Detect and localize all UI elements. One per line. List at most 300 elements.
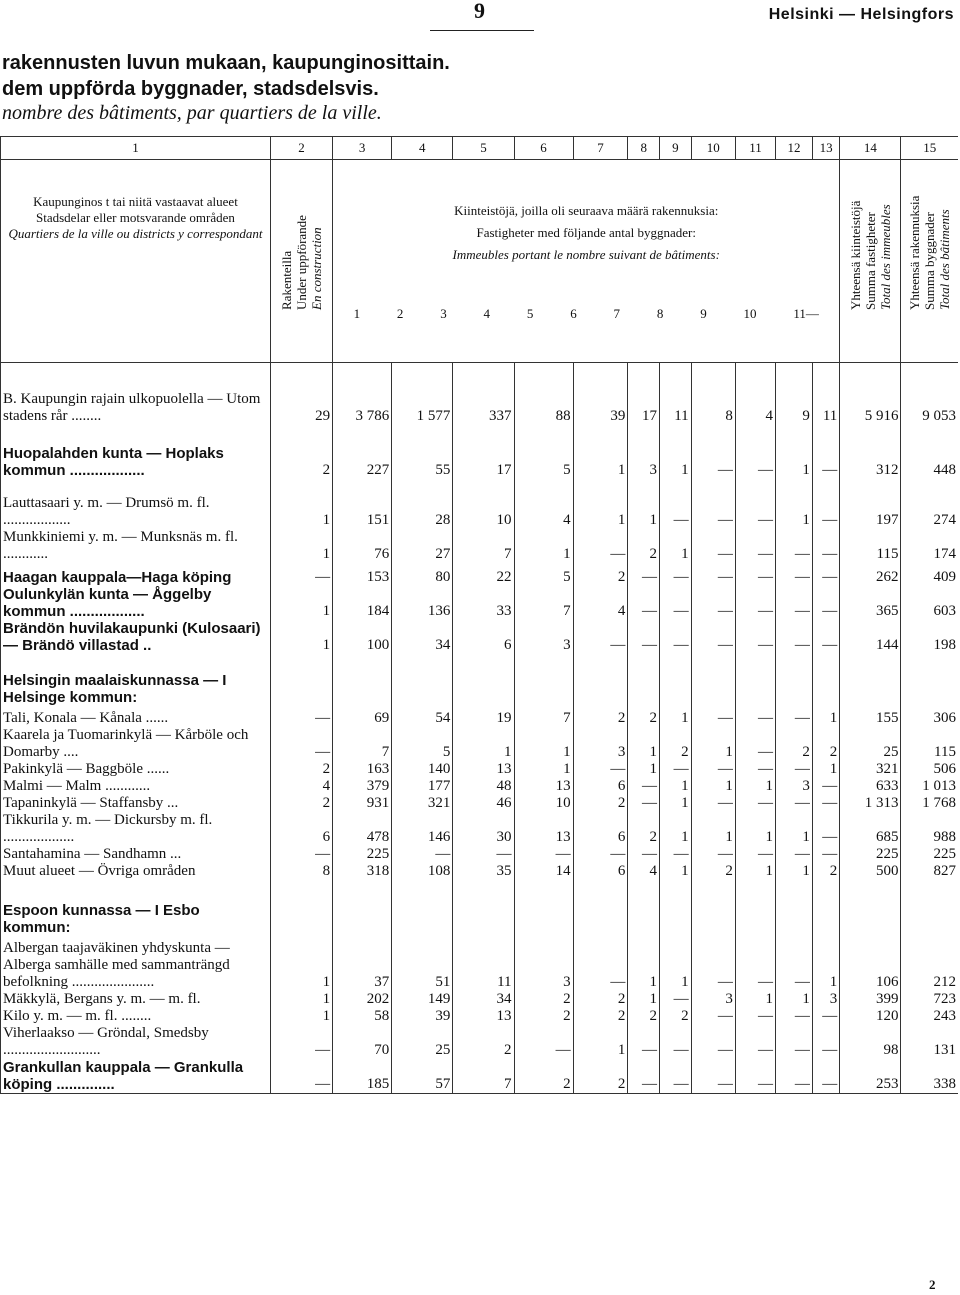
cell-value: 478 [333,812,392,846]
cell-value: 131 [901,1025,958,1059]
cell-value: 2 [514,1008,573,1025]
table-row [1,812,959,846]
cell-value: 448 [901,425,958,479]
cell-value: 827 [901,863,958,880]
cell-value: — [573,529,628,563]
cell-value: — [775,936,812,991]
place-heading: Helsinki — Helsingfors [768,6,954,23]
cell-value: — [691,425,735,479]
cell-value: 2 [660,1008,692,1025]
cell-value: — [735,529,775,563]
cell-value: 10 [453,479,514,529]
title-french: nombre des bâtiments, par quartiers de la ville. [2,102,382,124]
cell-value: 1 [735,863,775,880]
cell-value: — [660,479,692,529]
cell-value: 1 [775,863,812,880]
cell-value: 337 [453,363,514,426]
cell-value [573,654,628,706]
cell-value: 409 [901,563,958,586]
cell-value: 225 [333,846,392,863]
cell-value: — [812,1025,839,1059]
header-rule [430,30,534,31]
cell-value: — [660,991,692,1008]
area-column-header: Kaupunginos t tai niitä vastaavat alueet Stadsdelar eller motsvarande områden Quartiers de la ville ou districts y correspondant [1,160,271,363]
cell-value: 13 [453,761,514,778]
cell-value: — [812,529,839,563]
cell-value: 262 [840,563,901,586]
row-label: Tapaninkylä — Staffansby ... [1,795,271,812]
cell-value: 70 [333,1025,392,1059]
cell-value: 1 [735,812,775,846]
cell-value: 3 [514,936,573,991]
cell-value: 151 [333,479,392,529]
cell-value: 306 [901,706,958,727]
cell-value: 1 [270,936,332,991]
cell-value: 338 [901,1059,958,1094]
cell-value: — [660,1059,692,1094]
cell-value: 4 [270,778,332,795]
cell-value [453,654,514,706]
cell-value: 25 [392,1025,453,1059]
cell-value: 1 [573,425,628,479]
table-row [1,425,959,479]
cell-value: — [628,1059,660,1094]
cell-value: 69 [333,706,392,727]
cell-value: — [775,1059,812,1094]
title-swedish: dem uppförda byggnader, stadsdelsvis. [2,78,379,100]
cell-value: — [735,761,775,778]
cell-value: 19 [453,706,514,727]
cell-value: — [691,846,735,863]
cell-value: 3 [691,991,735,1008]
cell-value: — [270,706,332,727]
cell-value: 1 [812,761,839,778]
table-row [1,479,959,529]
cell-value: 365 [840,586,901,620]
cell-value: 6 [453,620,514,654]
title-finnish: rakennusten luvun mukaan, kaupunginosittain. [2,52,450,74]
cell-value: — [691,586,735,620]
cell-value: 1 [270,479,332,529]
cell-value: 2 [573,795,628,812]
cell-value: 27 [392,529,453,563]
cell-value: 17 [453,425,514,479]
cell-value: — [812,778,839,795]
table-row [1,529,959,563]
cell-value: 39 [573,363,628,426]
cell-value: — [628,620,660,654]
cell-value: 184 [333,586,392,620]
cell-value: 1 [628,991,660,1008]
column-number-row: 1 2 3 4 5 6 7 8 9 10 11 12 13 14 15 [1,137,959,160]
cell-value: 8 [691,363,735,426]
cell-value: 3 [573,727,628,761]
cell-value [333,654,392,706]
row-label: Lauttasaari y. m. — Drumsö m. fl. .................. [1,479,271,529]
cell-value: 227 [333,425,392,479]
table-row [1,727,959,761]
cell-value: 11 [660,363,692,426]
cell-value: 5 [392,727,453,761]
cell-value: 46 [453,795,514,812]
cell-value: — [691,1025,735,1059]
cell-value: 225 [840,846,901,863]
cell-value [270,880,332,936]
cell-value: 2 [270,761,332,778]
cell-value: 1 [514,727,573,761]
cell-value: 1 [270,991,332,1008]
cell-value: 100 [333,620,392,654]
cell-value: — [775,1025,812,1059]
cell-value: 931 [333,795,392,812]
cell-value: 144 [840,620,901,654]
cell-value: 106 [840,936,901,991]
cell-value: 177 [392,778,453,795]
cell-value: 321 [392,795,453,812]
cell-value [775,880,812,936]
cell-value: 2 [775,727,812,761]
table-row [1,991,959,1008]
cell-value: 88 [514,363,573,426]
cell-value: — [775,563,812,586]
table-row [1,761,959,778]
cell-value [514,654,573,706]
row-label: Munkkiniemi y. m. — Munksnäs m. fl. ............ [1,529,271,563]
cell-value: 7 [514,706,573,727]
cell-value: 1 [660,795,692,812]
cell-value: 1 768 [901,795,958,812]
cell-value: — [735,563,775,586]
cell-value: — [628,795,660,812]
cell-value: 225 [901,846,958,863]
cell-value: — [735,425,775,479]
row-label: Espoon kunnassa — I Esbo kommun: [1,880,271,936]
cell-value: 155 [840,706,901,727]
cell-value: 1 [735,991,775,1008]
cell-value: 2 [453,1025,514,1059]
cell-value: 379 [333,778,392,795]
buildings-per-property-header: Kiinteistöjä, joilla oli seuraava määrä rakennuksia: Fastigheter med följande antal byggnader: Immeubles portant le nombre suivant de bâtiments: 1 2 3 4 5 6 7 8 9 10 11— [333,160,840,363]
cell-value: 4 [735,363,775,426]
cell-value: 2 [270,795,332,812]
row-label: Brändön huvilakaupunki (Kulosaari) — Brändö villastad .. [1,620,271,654]
cell-value: 4 [573,586,628,620]
cell-value: 3 [775,778,812,795]
cell-value: 153 [333,563,392,586]
cell-value: — [453,846,514,863]
cell-value: 321 [840,761,901,778]
cell-value: 1 [628,761,660,778]
cell-value: 8 [270,863,332,880]
cell-value: 17 [628,363,660,426]
cell-value: 1 [660,706,692,727]
cell-value: 33 [453,586,514,620]
row-label: Kaarela ja Tuomarinkylä — Kårböle och Domarby .... [1,727,271,761]
cell-value: 3 [628,425,660,479]
cell-value: 1 [775,991,812,1008]
cell-value: 2 [628,529,660,563]
cell-value: — [812,1008,839,1025]
cell-value: — [628,1025,660,1059]
cell-value [628,880,660,936]
cell-value: 202 [333,991,392,1008]
cell-value: 55 [392,425,453,479]
cell-value: 7 [453,529,514,563]
cell-value: 506 [901,761,958,778]
table-row [1,846,959,863]
table-row [1,863,959,880]
cell-value [840,654,901,706]
cell-value: 80 [392,563,453,586]
table-row [1,778,959,795]
table-row [1,936,959,991]
cell-value: — [573,846,628,863]
cell-value: 6 [270,812,332,846]
cell-value: 185 [333,1059,392,1094]
cell-value [735,654,775,706]
cell-value: 37 [333,936,392,991]
cell-value: 22 [453,563,514,586]
cell-value: 13 [453,1008,514,1025]
total-buildings-header: Yhteensä rakennuksia Summa byggnader Total des bâtiments [901,160,958,363]
cell-value [812,654,839,706]
cell-value: — [812,563,839,586]
cell-value [735,880,775,936]
cell-value: 34 [392,620,453,654]
cell-value: 13 [514,812,573,846]
row-label: Malmi — Malm ............ [1,778,271,795]
cell-value [660,880,692,936]
cell-value: — [812,812,839,846]
cell-value: — [775,586,812,620]
cell-value [901,654,958,706]
cell-value: — [660,1025,692,1059]
row-label: Tikkurila y. m. — Dickursby m. fl. ................... [1,812,271,846]
cell-value: — [691,795,735,812]
total-properties-header: Yhteensä kiinteistöjä Summa fastigheter Total des immeubles [840,160,901,363]
cell-value: 1 [775,479,812,529]
cell-value: 2 [628,706,660,727]
cell-value: 30 [453,812,514,846]
cell-value: — [660,586,692,620]
cell-value: 197 [840,479,901,529]
cell-value: 10 [514,795,573,812]
cell-value: — [660,563,692,586]
building-count-subheaders: 1 2 3 4 5 6 7 8 9 10 11— [353,306,819,321]
cell-value: — [775,529,812,563]
cell-value [392,654,453,706]
table-row [1,706,959,727]
cell-value: 29 [270,363,332,426]
cell-value [840,880,901,936]
cell-value: 1 [628,479,660,529]
cell-value: — [735,1008,775,1025]
cell-value [270,654,332,706]
cell-value: — [691,529,735,563]
cell-value: 35 [453,863,514,880]
cell-value: — [691,563,735,586]
cell-value: 11 [453,936,514,991]
cell-value [660,654,692,706]
table-row [1,654,959,706]
cell-value: — [691,936,735,991]
cell-value: 14 [514,863,573,880]
cell-value: 1 577 [392,363,453,426]
cell-value: 1 [660,425,692,479]
cell-value: 633 [840,778,901,795]
cell-value: — [691,479,735,529]
row-label: Helsingin maalaiskunnassa — I Helsinge kommun: [1,654,271,706]
cell-value: 1 [453,727,514,761]
cell-value: — [628,586,660,620]
cell-value: — [812,586,839,620]
cell-value: — [775,706,812,727]
cell-value: 723 [901,991,958,1008]
cell-value: — [691,706,735,727]
row-label: Huopalahden kunta — Hoplaks kommun .................. [1,425,271,479]
cell-value: — [812,795,839,812]
cell-value: — [775,620,812,654]
cell-value: — [735,1059,775,1094]
cell-value: 34 [453,991,514,1008]
cell-value: 98 [840,1025,901,1059]
cell-value: 1 [270,529,332,563]
cell-value: — [660,761,692,778]
row-label: Pakinkylä — Baggböle ...... [1,761,271,778]
cell-value: 274 [901,479,958,529]
row-label: Santahamina — Sandhamn ... [1,846,271,863]
cell-value: 7 [333,727,392,761]
cell-value: — [735,795,775,812]
cell-value: 115 [901,727,958,761]
cell-value: 2 [812,727,839,761]
cell-value: 1 [270,586,332,620]
cell-value: 163 [333,761,392,778]
cell-value: 2 [514,1059,573,1094]
row-label: Albergan taajaväkinen yhdyskunta — Alberga samhälle med sammanträngd befolkning ...................... [1,936,271,991]
cell-value: — [775,846,812,863]
row-label: Haagan kauppala—Haga köping [1,563,271,586]
cell-value: — [660,846,692,863]
cell-value: 115 [840,529,901,563]
cell-value: 136 [392,586,453,620]
cell-value: 1 [735,778,775,795]
cell-value: 1 [514,761,573,778]
cell-value: 243 [901,1008,958,1025]
cell-value: 1 [514,529,573,563]
cell-value: 399 [840,991,901,1008]
cell-value: — [812,479,839,529]
cell-value: — [812,1059,839,1094]
cell-value: 1 [660,936,692,991]
table-row [1,620,959,654]
cell-value: — [812,425,839,479]
cell-value: 6 [573,863,628,880]
cell-value: — [270,846,332,863]
cell-value: 5 [514,563,573,586]
cell-value: 2 [514,991,573,1008]
cell-value: 9 053 [901,363,958,426]
cell-value: — [735,846,775,863]
table-row [1,1059,959,1094]
cell-value: 1 [270,620,332,654]
cell-value: 1 [573,1025,628,1059]
cell-value [901,880,958,936]
table-row [1,586,959,620]
cell-value: 120 [840,1008,901,1025]
cell-value: — [628,563,660,586]
cell-value: 4 [628,863,660,880]
cell-value [573,880,628,936]
cell-value: 4 [514,479,573,529]
cell-value: — [573,936,628,991]
cell-value: 174 [901,529,958,563]
cell-value: 312 [840,425,901,479]
cell-value: — [691,620,735,654]
page-number: 9 [474,0,485,23]
cell-value: 318 [333,863,392,880]
cell-value: 76 [333,529,392,563]
cell-value: 57 [392,1059,453,1094]
table-row [1,563,959,586]
table-row [1,1025,959,1059]
cell-value: 1 [775,812,812,846]
cell-value: — [628,846,660,863]
cell-value: 1 [660,778,692,795]
cell-value: — [735,727,775,761]
cell-value: 58 [333,1008,392,1025]
table-row [1,1008,959,1025]
row-label: Kilo y. m. — m. fl. ........ [1,1008,271,1025]
row-label: Muut alueet — Övriga områden [1,863,271,880]
cell-value: 2 [660,727,692,761]
cell-value [691,880,735,936]
cell-value: 1 [628,727,660,761]
cell-value: 1 [691,727,735,761]
cell-value: — [573,620,628,654]
cell-value: — [735,706,775,727]
cell-value: 54 [392,706,453,727]
cell-value: 1 [775,425,812,479]
cell-value: 685 [840,812,901,846]
cell-value: 2 [573,991,628,1008]
cell-value: 198 [901,620,958,654]
cell-value: — [660,620,692,654]
table-body [1,363,959,1094]
cell-value: — [735,586,775,620]
statistics-table [0,136,958,1094]
row-label: Viherlaakso — Gröndal, Smedsby .......................... [1,1025,271,1059]
corner-mark: 2 [929,1277,936,1292]
cell-value: 2 [628,812,660,846]
cell-value: 2 [573,1008,628,1025]
cell-value: — [573,761,628,778]
cell-value [812,880,839,936]
cell-value: 108 [392,863,453,880]
cell-value: — [270,1025,332,1059]
cell-value: — [691,1008,735,1025]
cell-value: 5 916 [840,363,901,426]
cell-value: 6 [573,778,628,795]
row-label: B. Kaupungin rajain ulkopuolella — Utom stadens rår ........ [1,363,271,426]
cell-value: — [270,727,332,761]
cell-value: 149 [392,991,453,1008]
cell-value: — [775,1008,812,1025]
cell-value [453,880,514,936]
cell-value [392,880,453,936]
cell-value: 1 [660,812,692,846]
cell-value [514,880,573,936]
